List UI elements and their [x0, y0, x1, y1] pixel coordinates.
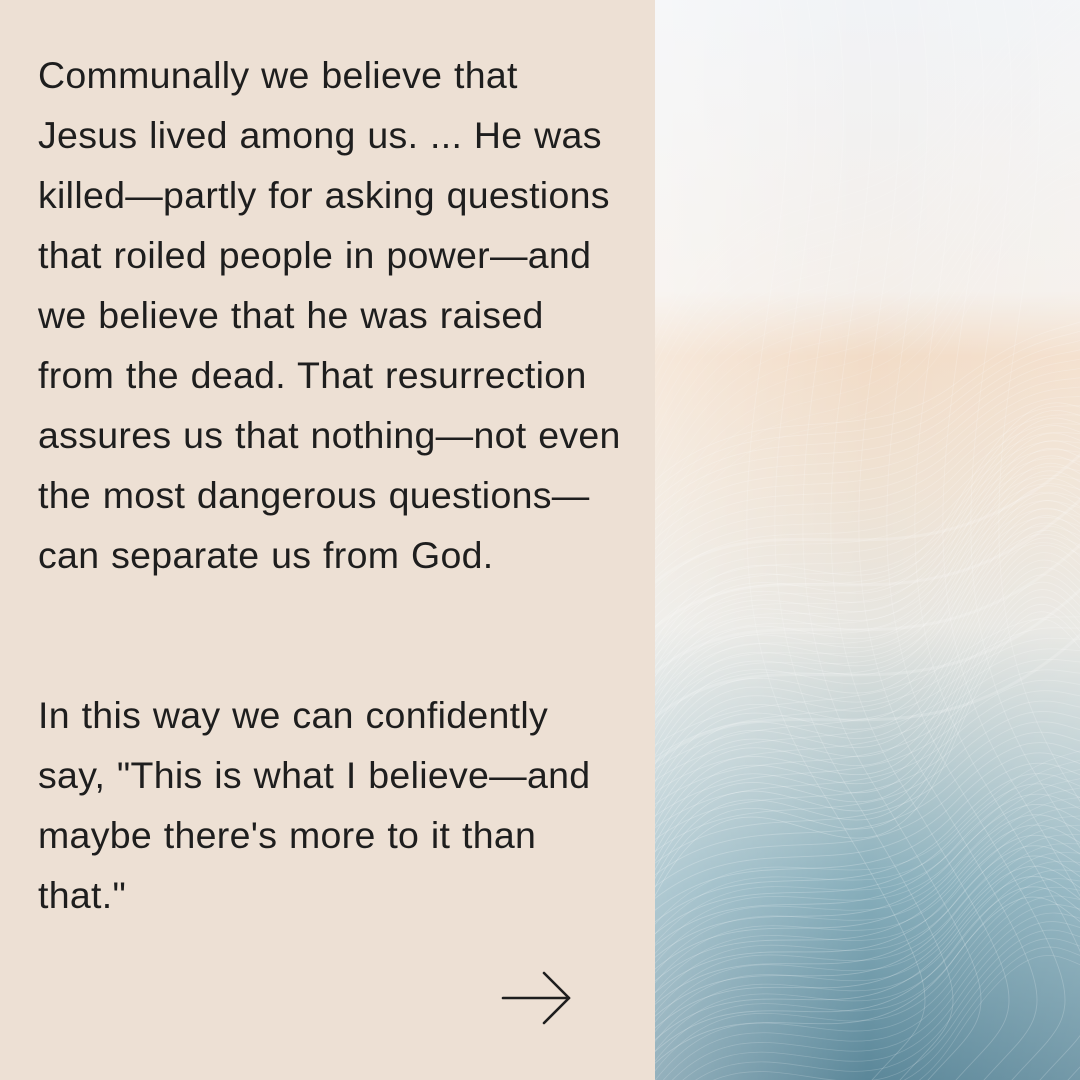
quote-paragraph-1: Communally we believe that Jesus lived among us. ... He was killed—partly for asking questions that roiled people in power—and we believe that he was raised from the dead. That resurrection assures us that nothing—not even the most dangerous questions—can separate us from God.: [38, 54, 621, 576]
arrow-right-icon[interactable]: [500, 970, 574, 1026]
quote-paragraph-2: In this way we can confidently say, "This is what I believe—and maybe there's more to it than that.": [38, 694, 591, 916]
abstract-wave-image: [655, 0, 1080, 1080]
